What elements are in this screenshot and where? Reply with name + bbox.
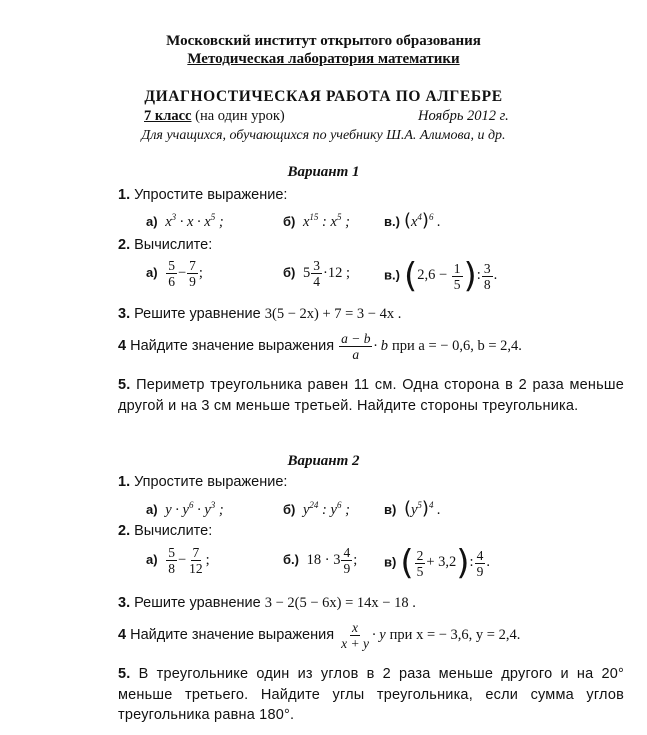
date: Ноябрь 2012 г. — [418, 108, 509, 124]
v1-t1-c-expr: $(x^4)^6$ . — [403, 210, 441, 231]
v2-t1-a-label: а) — [146, 501, 158, 517]
v1-task2-a — [146, 258, 203, 289]
v1-task2-c — [384, 256, 497, 296]
v1-t2-c-label: в.) — [384, 267, 400, 283]
v1-t1-b-expr: $x^{15}$ : $x^5$ ; — [299, 212, 350, 230]
v2-task4-expr: $\frac{x}{x + y}$ · y — [341, 620, 386, 651]
v2-task1-c — [384, 498, 441, 519]
variant1-title: Вариант 1 — [287, 164, 360, 180]
v2-task5-number: 5. — [118, 666, 131, 682]
v1-task4-condition: при a = − 0,6, b = 2,4. — [392, 337, 522, 354]
v1-task5-number: 5. — [118, 377, 131, 393]
v2-task4-number: 4 — [118, 626, 127, 643]
v1-task4-text: Найдите значение выражения — [130, 337, 335, 354]
v1-task4-number: 4 — [118, 337, 127, 354]
grade-line — [144, 108, 285, 125]
v2-t1-a-expr: $y \cdot y^6 \cdot y^3$ ; — [161, 500, 224, 518]
v2-t1-b-expr: $y^{24}$ : $y^6$ ; — [299, 500, 350, 518]
v2-task3-equation: 3 − 2(5 − 6x) = 14x − 18 . — [264, 595, 416, 611]
v2-task3 — [118, 595, 416, 612]
v1-t1-a-expr: $x^3 \cdot x \cdot x^5$ ; — [161, 212, 224, 230]
v2-task4-condition: при x = − 3,6, y = 2,4. — [389, 626, 521, 643]
grade-label: 7 класс — [144, 108, 192, 124]
v1-task5 — [118, 375, 624, 416]
v1-task1-items — [146, 212, 224, 231]
v1-t1-c-label: в.) — [384, 214, 400, 229]
v2-task2-c — [384, 543, 490, 583]
v2-task1 — [118, 474, 287, 490]
v2-task3-text: Решите уравнение — [134, 595, 261, 611]
v2-t2-c-expr: ( $\frac{2}{5}$ + 3,2): $\frac{4}{9}$ . — [400, 543, 490, 583]
v2-task1-number: 1. — [118, 474, 131, 490]
v2-task5 — [118, 664, 624, 726]
v2-t2-b-expr: 18 · 3 $\frac{4}{9}$ ; — [302, 545, 358, 576]
v2-t2-b-label: б.) — [283, 551, 299, 567]
v1-t2-a-expr: $\frac{5}{6}$ − $\frac{7}{9}$ ; — [168, 258, 203, 289]
page-title: ДИАГНОСТИЧЕСКАЯ РАБОТА ПО АЛГЕБРЕ — [144, 88, 503, 105]
v1-task3-equation: 3(5 − 2x) + 7 = 3 − 4x . — [264, 306, 402, 322]
v1-task5-text: Периметр треугольника равен 11 см. Одна сторона в 2 раза меньше другой и на 3 см меньше третьей. Найдите стороны треугольника. — [118, 377, 624, 414]
v1-task3-number: 3. — [118, 306, 131, 322]
v2-t2-a-expr: $\frac{5}{8}$ − $\frac{7}{12}$ ; — [168, 545, 210, 576]
variant2-title: Вариант 2 — [287, 453, 360, 469]
v1-task4 — [118, 331, 522, 362]
v2-t2-a-label: а) — [146, 551, 158, 567]
v2-t2-c-label: в) — [384, 554, 397, 570]
v2-t1-c-expr: $(y^5)^4$ . — [403, 498, 441, 519]
v2-task4-text: Найдите значение выражения — [130, 626, 335, 643]
v1-t2-b-label: б) — [283, 264, 296, 280]
v1-t2-a-label: а) — [146, 264, 158, 280]
lab-name-text: Методическая лаборатория математики — [187, 51, 460, 67]
v1-task1-b — [283, 212, 350, 231]
v2-task1-b — [283, 500, 350, 519]
v2-task1-a — [146, 500, 224, 519]
v2-task2-text: Вычислите: — [134, 523, 213, 539]
v2-task2 — [118, 523, 212, 539]
v1-task1-text: Упростите выражение: — [134, 187, 288, 203]
v2-task4 — [118, 620, 520, 651]
v2-task1-text: Упростите выражение: — [134, 474, 288, 490]
v1-task1 — [118, 187, 287, 203]
v2-task2-a — [146, 545, 210, 576]
v2-t1-b-label: б) — [283, 501, 296, 517]
v1-t2-b-expr: 5 $\frac{3}{4}$ ·12 ; — [299, 258, 350, 289]
v1-task4-expr: $\frac{a - b}{a}$ · b — [341, 331, 388, 362]
v1-task3 — [118, 306, 401, 323]
v2-task2-b — [283, 545, 357, 576]
subtitle: Для учащихся, обучающихся по учебнику Ш.А. Алимова, и др. — [141, 128, 506, 143]
grade-duration: (на один урок) — [195, 108, 285, 124]
v1-task1-c — [384, 210, 441, 231]
v1-task1-number: 1. — [118, 187, 131, 203]
v1-t2-c-expr: (2,6 − $\frac{1}{5}$ ): $\frac{3}{8}$ . — [403, 256, 498, 296]
v1-task3-text: Решите уравнение — [134, 306, 261, 322]
v1-task2-text: Вычислите: — [134, 237, 213, 253]
v1-task2 — [118, 237, 212, 253]
v1-t1-b-label: б) — [283, 213, 296, 229]
v1-task2-number: 2. — [118, 237, 131, 253]
v1-t1-a-label: а) — [146, 213, 158, 229]
v2-task5-text: В треугольнике один из углов в 2 раза меньше другого и на 20° меньше третьего. Найдите углы треугольника, если сумма углов треугольника равна 180°. — [118, 666, 624, 723]
v2-t1-c-label: в) — [384, 502, 397, 517]
lab-name — [0, 51, 647, 68]
v2-task3-number: 3. — [118, 595, 131, 611]
institute-name: Московский институт открытого образования — [166, 33, 481, 49]
v2-task2-number: 2. — [118, 523, 131, 539]
v1-task2-b — [283, 258, 350, 289]
